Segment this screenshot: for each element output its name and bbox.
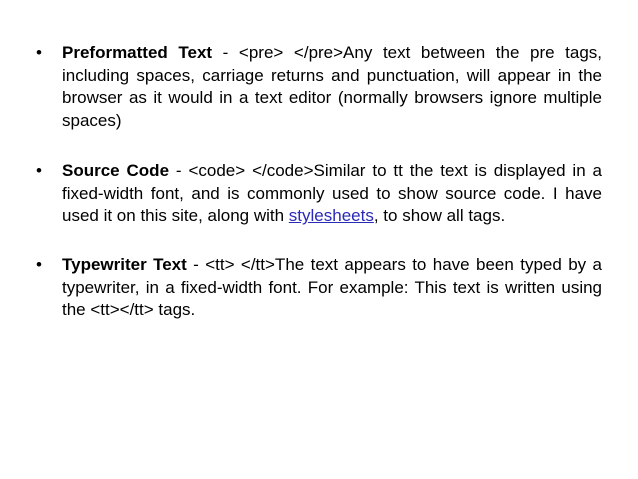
description-source-code-end: , to show all tags. <box>373 206 506 226</box>
term-source-code: Source Code <box>62 161 170 180</box>
term-preformatted-text: Preformatted Text <box>62 43 213 62</box>
list-item-text <box>62 42 602 132</box>
bullet-marker: • <box>36 161 42 180</box>
description-typewriter-text: - <tt> </tt>The text appears to have been typed by a typewriter, in a fixed-width font. For example: This text is written using the <tt></tt> tags. <box>62 255 602 320</box>
stylesheets-link[interactable]: stylesheets <box>288 206 374 226</box>
description-preformatted-text: - <pre> </pre>Any text between the pre tags, including spaces, carriage returns and punctuation, will appear in the browser as it would in a text editor (normally browsers ignore multiple spaces) <box>62 43 602 130</box>
list-item-text <box>62 160 602 228</box>
description-source-code: - <code> </code>Similar to tt the text is displayed in a fixed-width font, and is commonly used to show source code. I have used it on this site, along with <box>62 161 603 226</box>
bullet-marker: • <box>36 43 42 62</box>
term-typewriter-text: Typewriter Text <box>62 255 187 274</box>
list-item-text <box>62 254 602 322</box>
bullet-marker: • <box>36 255 42 274</box>
